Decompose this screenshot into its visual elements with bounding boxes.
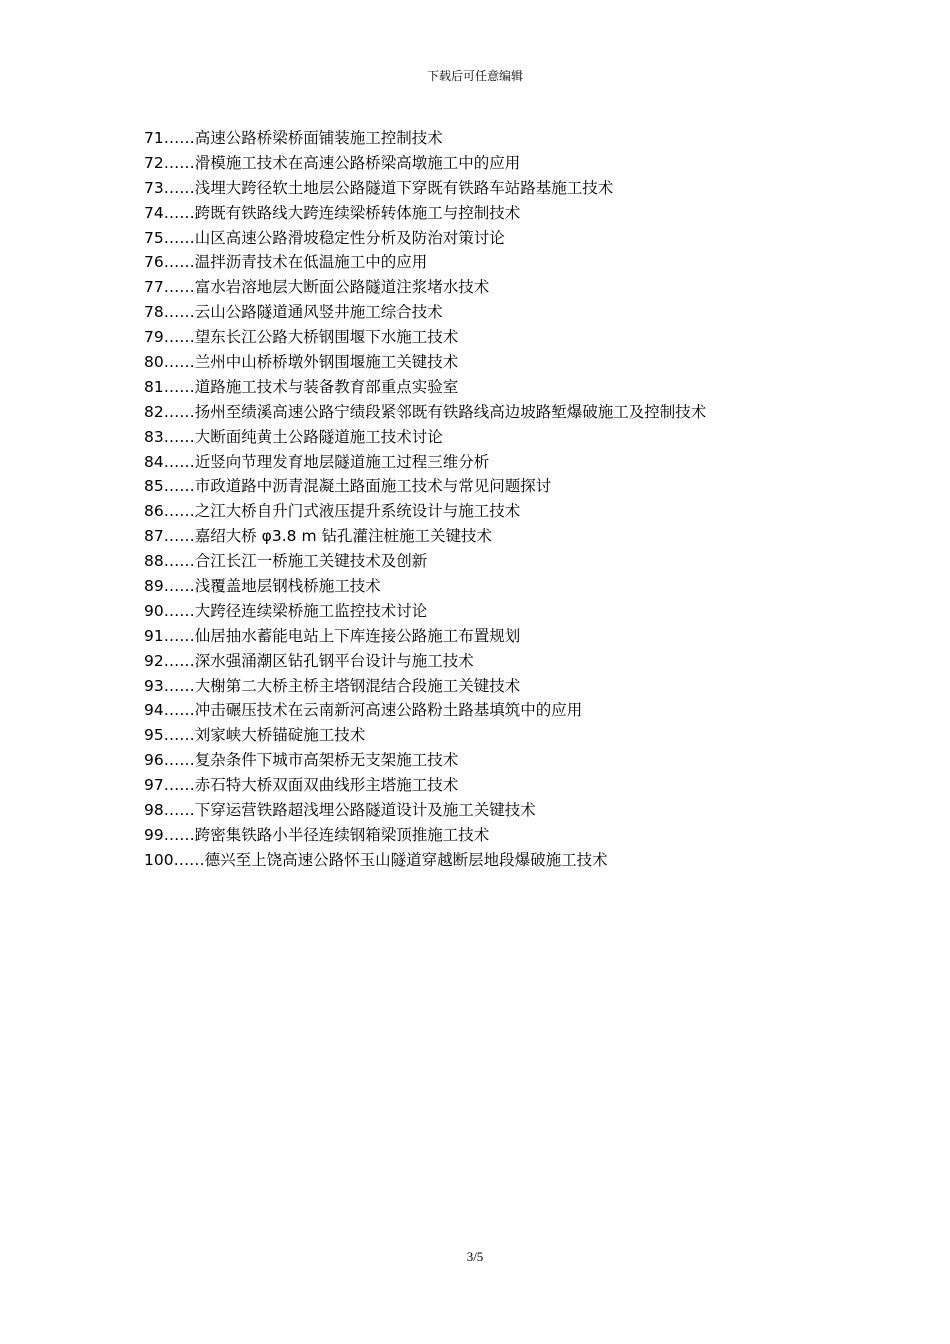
toc-item: 76……温拌沥青技术在低温施工中的应用 [144,253,428,272]
toc-item: 73……浅埋大跨径软土地层公路隧道下穿既有铁路车站路基施工技术 [144,178,614,197]
toc-item: 86……之江大桥自升门式液压提升系统设计与施工技术 [144,502,521,521]
toc-item: 74……跨既有铁路线大跨连续梁桥转体施工与控制技术 [144,203,521,222]
toc-item: 83……大断面纯黄土公路隧道施工技术讨论 [144,427,443,446]
toc-item: 88……合江长江一桥施工关键技术及创新 [144,552,428,571]
toc-item: 79……望东长江公路大桥钢围堰下水施工技术 [144,328,459,347]
toc-item: 89……浅覆盖地层钢栈桥施工技术 [144,577,381,596]
toc-item: 94……冲击碾压技术在云南新河高速公路粉土路基填筑中的应用 [144,701,583,720]
toc-item: 98……下穿运营铁路超浅埋公路隧道设计及施工关键技术 [144,801,536,820]
toc-item: 99……跨密集铁路小半径连续钢箱梁顶推施工技术 [144,825,490,844]
toc-item: 85……市政道路中沥青混凝土路面施工技术与常见问题探讨 [144,477,552,496]
toc-item: 75……山区高速公路滑坡稳定性分析及防治对策讨论 [144,228,505,247]
page-header: 下载后可任意编辑 [426,69,523,83]
toc-item: 84……近竖向节理发育地层隧道施工过程三维分析 [144,452,490,471]
toc-item: 78……云山公路隧道通风竖井施工综合技术 [144,303,443,322]
toc-item: 80……兰州中山桥桥墩外钢围堰施工关键技术 [144,353,459,372]
toc-item: 95……刘家峡大桥锚碇施工技术 [144,726,366,745]
toc-item: 96……复杂条件下城市高架桥无支架施工技术 [144,751,459,770]
toc-item: 87……嘉绍大桥 φ3.8 m 钻孔灌注桩施工关键技术 [144,527,492,546]
toc-item: 100……德兴至上饶高速公路怀玉山隧道穿越断层地段爆破施工技术 [144,850,608,869]
toc-item: 91……仙居抽水蓄能电站上下库连接公路施工布置规划 [144,626,521,645]
toc-item: 77……富水岩溶地层大断面公路隧道注浆堵水技术 [144,278,490,297]
toc-item: 82……扬州至绩溪高速公路宁绩段紧邻既有铁路线高边坡路堑爆破施工及控制技术 [144,402,707,421]
toc-item: 71……高速公路桥梁桥面铺装施工控制技术 [144,129,443,147]
page-number: 3/5 [466,1249,484,1264]
toc-item: 90……大跨径连续梁桥施工监控技术讨论 [144,601,428,620]
toc-item: 92……深水强涌潮区钻孔钢平台设计与施工技术 [144,651,474,670]
toc-item: 81……道路施工技术与装备教育部重点实验室 [144,377,459,396]
toc-item: 72……滑模施工技术在高速公路桥梁高墩施工中的应用 [144,153,521,172]
toc-item: 97……赤石特大桥双面双曲线形主塔施工技术 [144,776,459,795]
toc-list [144,126,924,873]
toc-item: 93……大榭第二大桥主桥主塔钢混结合段施工关键技术 [144,676,521,695]
